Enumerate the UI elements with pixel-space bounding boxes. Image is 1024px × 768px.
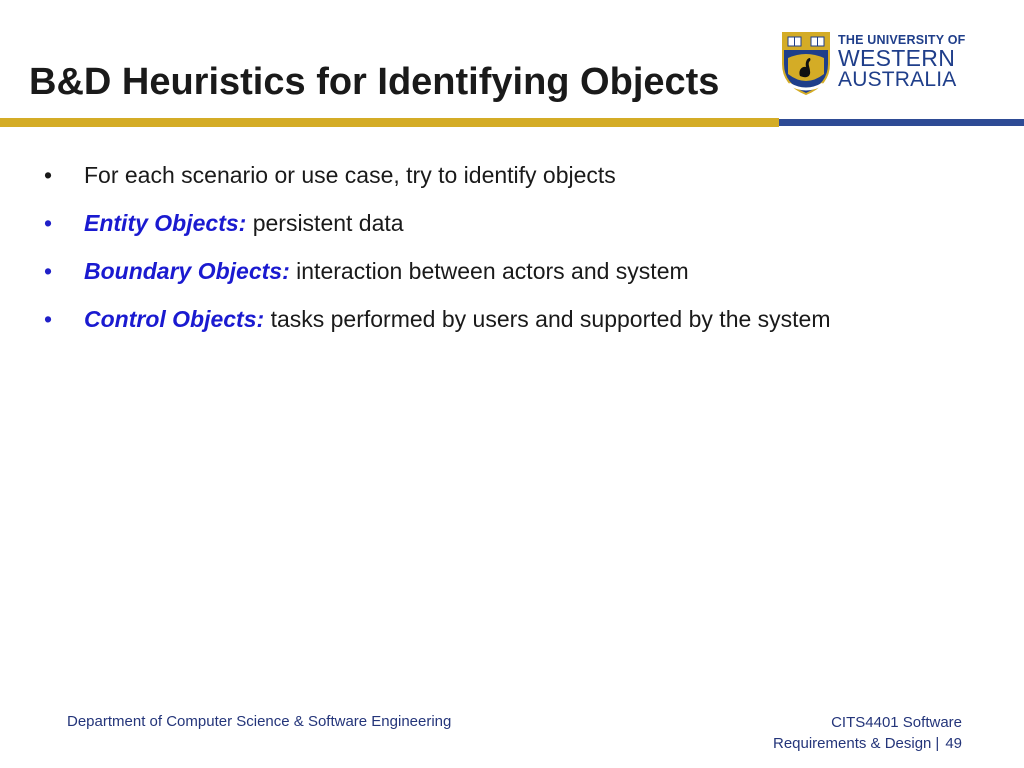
footer-course-title: Requirements & Design	[772, 735, 932, 752]
logo-line-3: AUSTRALIA	[838, 68, 957, 91]
footer-department: Department of Computer Science & Software Engineering	[67, 713, 452, 730]
bullet-content	[84, 208, 404, 238]
bullet-text: persistent data	[252, 210, 404, 236]
logo-line-2: WESTERN	[838, 45, 956, 71]
bullet-content	[84, 304, 831, 334]
footer-course-line-2	[773, 733, 962, 754]
bullet-text: interaction between actors and system	[296, 258, 689, 284]
bullet-term: Boundary Objects:	[84, 258, 290, 284]
university-wordmark	[838, 33, 966, 91]
footer-separator: |	[935, 735, 940, 752]
bullet-text: tasks performed by users and supported by the system	[270, 306, 831, 332]
university-crest-icon	[780, 30, 832, 96]
bullet-marker: •	[44, 258, 53, 284]
footer-course-info	[773, 712, 962, 754]
bullet-text: For each scenario or use case, try to identify objects	[84, 162, 616, 188]
page-number: 49	[945, 735, 962, 752]
footer-course-line-1: CITS4401 Software	[831, 714, 962, 731]
bullet-marker: •	[44, 306, 53, 332]
bullet-marker: •	[44, 162, 53, 188]
bullet-term: Entity Objects:	[84, 210, 247, 236]
logo-line-1: THE UNIVERSITY OF	[838, 33, 966, 47]
university-logo	[780, 30, 970, 100]
header-rule-gold	[0, 118, 779, 127]
bullet-content	[84, 256, 689, 286]
bullet-term: Control Objects:	[84, 306, 265, 332]
bullet-marker: •	[44, 210, 53, 236]
slide-title: B&D Heuristics for Identifying Objects	[29, 61, 720, 103]
header-rule-blue	[779, 119, 1024, 126]
